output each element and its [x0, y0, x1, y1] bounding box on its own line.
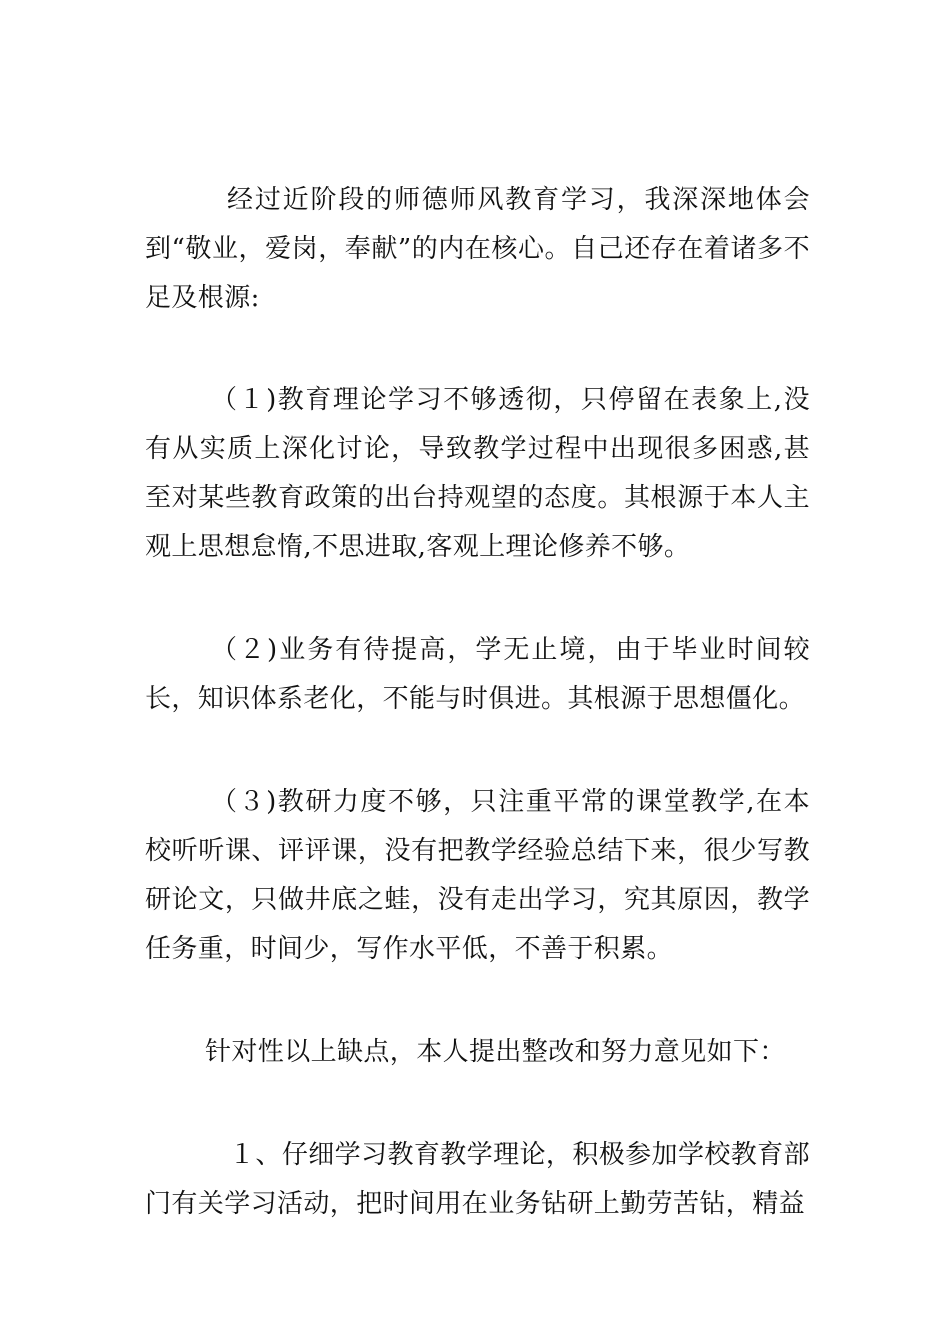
- intro-paragraph: 经过近阶段的师德师风教育学习，我深深地体会到“敬业，爱岗，奉献”的内在核心。自己还存在着诸多不足及根源:: [145, 185, 810, 313]
- paragraph-spacer: [145, 323, 810, 376]
- paragraph-spacer: [145, 724, 810, 778]
- issue-paragraph-3: （３)教研力度不够，只注重平常的课堂教学,在本校听听课、评评课，没有把教学经验总结下来，很少写教研论文，只做井底之蛙，没有走出学习，究其原因，教学任务重，时间少，写作水平低，不善于积累。: [145, 787, 810, 964]
- remedy-paragraph-1: １、仔细学习教育教学理论，积极参加学校教育部门有关学习活动，把时间用在业务钻研上勤劳苦钻，精益: [145, 1140, 810, 1219]
- paragraph-spacer: [145, 974, 810, 1028]
- paragraph-spacer: [145, 1077, 810, 1131]
- remedy-intro-paragraph: 针对性以上缺点，本人提出整改和努力意见如下：: [205, 1037, 786, 1067]
- paragraph-spacer: [145, 572, 810, 626]
- issue-paragraph-2: （２)业务有待提高，学无止境，由于毕业时间较长，知识体系老化，不能与时俱进。其根源于思想僵化。: [145, 635, 810, 714]
- issue-paragraph-1: （１)教育理论学习不够透彻，只停留在表象上,没有从实质上深化讨论，导致教学过程中出现很多困惑,甚至对某些教育政策的出台持观望的态度。其根源于本人主观上思想怠惰,不思进取,客观上理论修养不够。: [145, 385, 810, 562]
- document-body: [145, 176, 810, 1229]
